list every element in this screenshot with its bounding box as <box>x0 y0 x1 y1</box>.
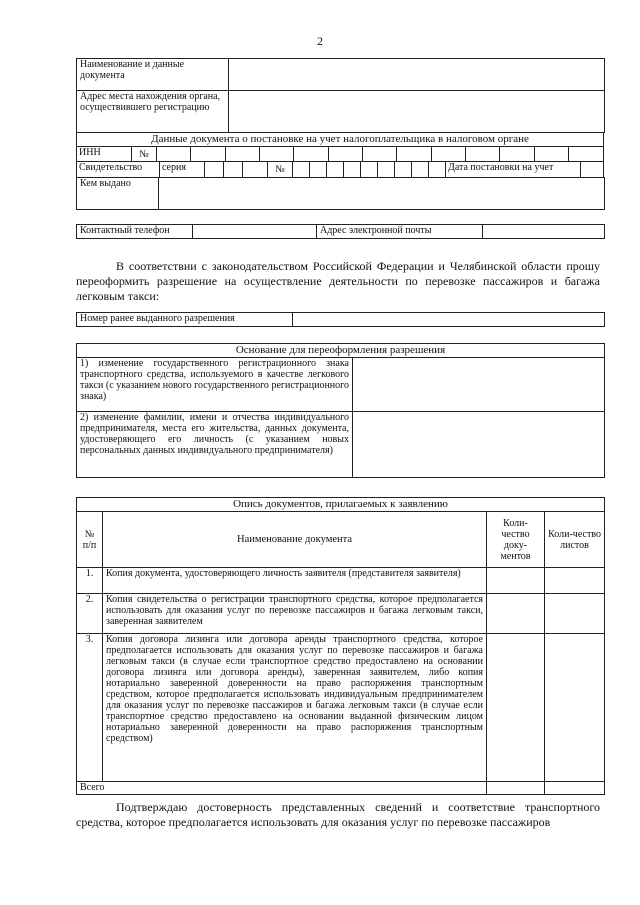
confirm-text: Подтверждаю достоверность представленных сведений и соответствие транспортного средства, которое предполагается использовать для оказания услуг по перевозке пассажиров <box>76 800 600 829</box>
row-sheets-field[interactable] <box>545 568 605 594</box>
col-name-header: Наименование документа <box>103 512 487 568</box>
inn-label: ИНН <box>77 147 132 162</box>
total-label: Всего <box>77 782 487 795</box>
issued-by-label: Кем выдано <box>77 178 159 210</box>
issuer-address-label: Адрес места нахождения органа, осуществившего регистрацию <box>77 91 229 133</box>
cert-number-cell[interactable] <box>344 162 361 178</box>
inn-digit-cell[interactable] <box>362 147 396 162</box>
inn-tail-cell[interactable] <box>569 147 604 162</box>
issued-by-field[interactable] <box>159 178 605 210</box>
cert-number-cell[interactable] <box>412 162 429 178</box>
row-docs-field[interactable] <box>487 634 545 782</box>
request-text: В соответствии с законодательством Российской Федерации и Челябинской области прошу переоформить разрешение на осуществление деятельности по перевозке пассажиров и багажа легковым такси: <box>76 259 600 303</box>
row-docs-field[interactable] <box>487 568 545 594</box>
inn-row-table <box>76 146 604 162</box>
total-row <box>77 782 605 795</box>
table-row <box>77 594 605 634</box>
row-num: 1. <box>77 568 103 594</box>
cert-number-cell[interactable] <box>395 162 412 178</box>
row-sheets-field[interactable] <box>545 634 605 782</box>
inn-digit-cell[interactable] <box>431 147 465 162</box>
inn-digit-cell[interactable] <box>465 147 499 162</box>
issued-by-table <box>76 177 605 210</box>
series-label: серия <box>160 162 205 178</box>
cert-number-cell[interactable] <box>310 162 327 178</box>
applicant-data-table <box>76 58 605 133</box>
table-row <box>77 568 605 594</box>
reg-date-label: Дата постановки на учет <box>446 162 581 178</box>
email-field[interactable] <box>483 225 605 239</box>
inn-digit-cell[interactable] <box>294 147 328 162</box>
cert-number-sign: № <box>268 162 293 178</box>
doc-name-label: Наименование и данные документа <box>77 59 229 91</box>
col-sheets-header: Коли-чество листов <box>545 512 605 568</box>
certificate-row-table <box>76 161 604 178</box>
prev-permit-label: Номер ранее выданного разрешения <box>77 313 293 327</box>
prev-permit-table <box>76 312 605 327</box>
inventory-title: Опись документов, прилагаемых к заявлению <box>77 498 605 512</box>
basis-item-1-field[interactable] <box>353 358 605 412</box>
inn-digit-cell[interactable] <box>500 147 534 162</box>
prev-permit-field[interactable] <box>293 313 605 327</box>
inn-digit-cell[interactable] <box>157 147 191 162</box>
inn-digit-cell[interactable] <box>191 147 225 162</box>
row-text: Копия свидетельства о регистрации транспортного средства, которое предполагается использовать для оказания услуг по перевозке пассажиров и багажа легковым такси, заверенная заявителем <box>103 594 487 634</box>
contact-table <box>76 224 605 239</box>
cert-number-cell[interactable] <box>293 162 310 178</box>
tax-title-table <box>76 132 604 147</box>
inn-digit-cell[interactable] <box>328 147 362 162</box>
total-sheets-field[interactable] <box>545 782 605 795</box>
basis-item-2-field[interactable] <box>353 412 605 478</box>
email-label: Адрес электронной почты <box>317 225 483 239</box>
phone-field[interactable] <box>193 225 317 239</box>
cert-number-cell[interactable] <box>327 162 344 178</box>
inn-number-sign: № <box>132 147 157 162</box>
cert-number-cell[interactable] <box>378 162 395 178</box>
row-text: Копия договора лизинга или договора аренды транспортного средства, которое предполагается использовать для оказания услуг по перевозке пассажиров и багажа легковым такси (в случае если транспортное средство предоставлено на основании договора лизинга или договора аренды), заверенная заявителем, либо копия нотариально заверенной доверенности на право распоряжения транспортным средством, которое предполагается использовать индивидуальным предпринимателем для оказания услуг по перевозке пассажиров и багажа легковым такси (в случае если транспортное средство предоставлено на основании выданной физическим лицом нотариально заверенной доверенности на право распоряжения транспортным средством) <box>103 634 487 782</box>
basis-table <box>76 343 605 478</box>
page-number: 2 <box>317 34 323 48</box>
row-num: 3. <box>77 634 103 782</box>
basis-item-1: 1) изменение государственного регистрационного знака транспортного средства, используемого в качестве легкового такси (с указанием нового государственного регистрационного знака) <box>77 358 353 412</box>
basis-item-2: 2) изменение фамилии, имени и отчества индивидуального предпринимателя, места его жительства, данных документа, удостоверяющего его личность (с указанием новых персональных данных индивидуального предпринимателя) <box>77 412 353 478</box>
col-num-header: № п/п <box>77 512 103 568</box>
series-cell[interactable] <box>205 162 224 178</box>
tax-registration-title: Данные документа о постановке на учет налогоплательщика в налоговом органе <box>77 133 604 147</box>
table-row <box>77 634 605 782</box>
inn-digit-cell[interactable] <box>534 147 568 162</box>
issuer-address-field[interactable] <box>229 91 605 133</box>
row-text: Копия документа, удостоверяющего личность заявителя (представителя заявителя) <box>103 568 487 594</box>
row-num: 2. <box>77 594 103 634</box>
phone-label: Контактный телефон <box>77 225 193 239</box>
inn-digit-cell[interactable] <box>225 147 259 162</box>
inn-digit-cell[interactable] <box>259 147 293 162</box>
basis-title: Основание для переоформления разрешения <box>77 344 605 358</box>
total-docs-field[interactable] <box>487 782 545 795</box>
doc-name-field[interactable] <box>229 59 605 91</box>
series-cell[interactable] <box>224 162 243 178</box>
certificate-label: Свидетельство <box>77 162 160 178</box>
confirm-paragraph <box>76 800 600 830</box>
series-cell[interactable] <box>243 162 268 178</box>
row-sheets-field[interactable] <box>545 594 605 634</box>
inventory-table <box>76 497 605 795</box>
cert-number-cell[interactable] <box>361 162 378 178</box>
col-docs-header: Коли-чество доку-ментов <box>487 512 545 568</box>
cert-number-cell[interactable] <box>429 162 446 178</box>
row-docs-field[interactable] <box>487 594 545 634</box>
inn-digit-cell[interactable] <box>397 147 431 162</box>
request-paragraph <box>76 259 600 304</box>
reg-date-field[interactable] <box>581 162 604 178</box>
